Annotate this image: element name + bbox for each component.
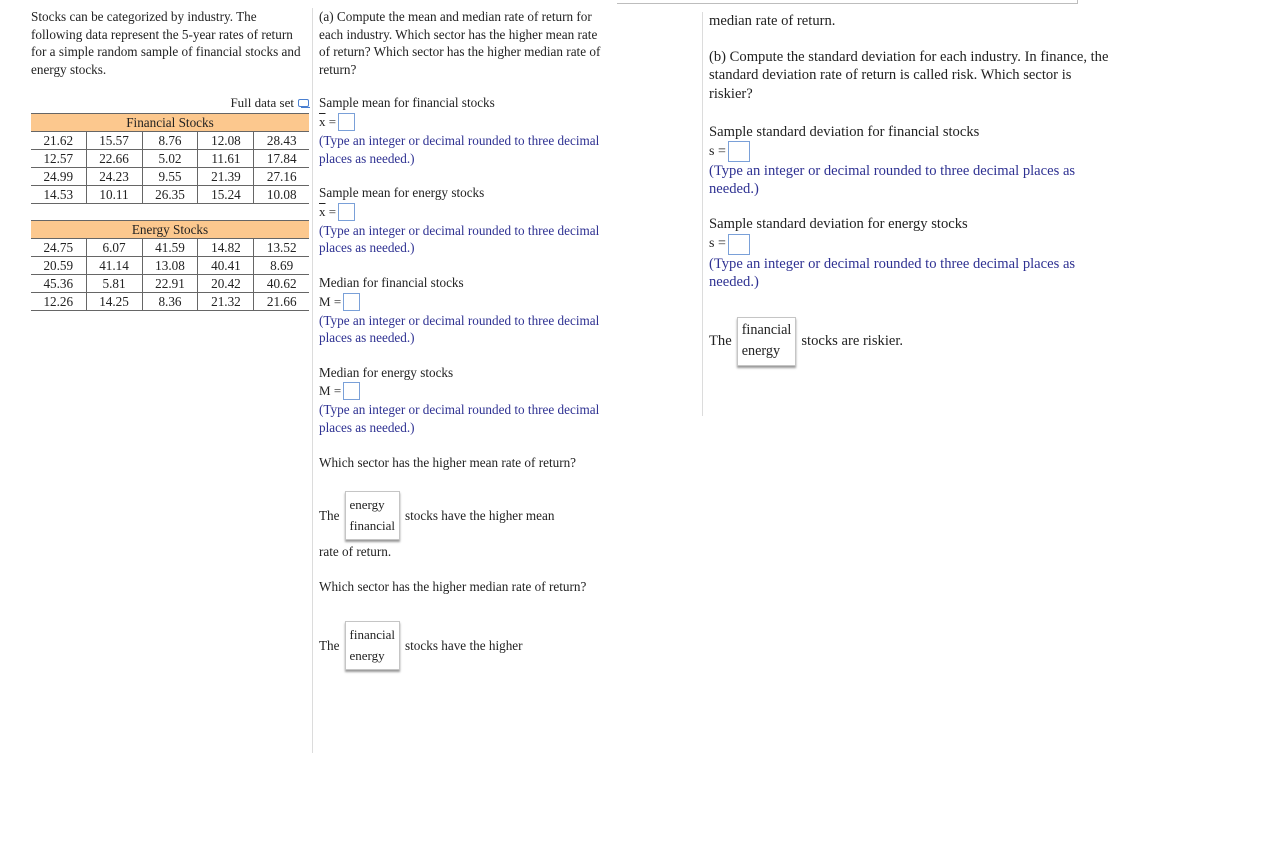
riskier-sentence (709, 317, 1109, 366)
table-cell: 8.36 (142, 293, 198, 311)
table-row (31, 132, 309, 150)
dropdown-option[interactable]: energy (349, 497, 385, 513)
table-cell: 15.57 (86, 132, 142, 150)
median-energy-label: Median for energy stocks (319, 364, 454, 380)
table-cell: 22.66 (86, 150, 142, 168)
median-continuation: median rate of return. (709, 13, 836, 29)
sentence-end: rate of return. (319, 544, 392, 560)
table-cell: 5.02 (142, 150, 198, 168)
sd-energy-label: Sample standard deviation for energy stocks (709, 216, 968, 233)
table-cell: 9.55 (142, 168, 198, 186)
data-panel (31, 8, 309, 327)
problem-intro: Stocks can be categorized by industry. The following data represent the 5-year rates of return for a simple random sample of financial stocks and energy stocks. (31, 9, 301, 77)
sentence-prefix: The (319, 507, 340, 523)
table-row (31, 257, 309, 275)
table-row (31, 293, 309, 311)
mean-energy-input[interactable] (338, 203, 355, 221)
median-energy-answer-line (319, 381, 609, 401)
sd-energy-input[interactable] (728, 234, 750, 255)
copy-window-icon[interactable] (298, 99, 309, 107)
riskier-dropdown[interactable] (737, 317, 797, 366)
table-cell: 45.36 (31, 275, 86, 293)
mean-energy-label: Sample mean for energy stocks (319, 185, 485, 201)
mean-energy-answer-line (319, 202, 609, 222)
table-cell: 21.66 (254, 293, 309, 311)
table-cell: 24.23 (86, 168, 142, 186)
table-cell: 21.62 (31, 132, 86, 150)
financial-stocks-table (31, 113, 309, 204)
table-row (31, 150, 309, 168)
dropdown-option[interactable]: energy (349, 648, 385, 664)
xbar-symbol: $\overline{x}$ (319, 113, 326, 129)
table-cell: 8.69 (254, 257, 309, 275)
table-cell: 22.91 (142, 275, 198, 293)
table-cell: 28.43 (254, 132, 309, 150)
sd-financial-input[interactable] (728, 141, 750, 162)
full-data-set-link[interactable] (31, 95, 309, 111)
table-cell: 21.39 (198, 168, 254, 186)
table-cell: 20.42 (198, 275, 254, 293)
equals-sign: = (333, 293, 342, 309)
table-cell: 14.53 (31, 186, 86, 204)
table-cell: 24.75 (31, 239, 86, 257)
table-title: Energy Stocks (31, 221, 309, 239)
table-cell: 12.57 (31, 150, 86, 168)
equals-sign: = (717, 236, 726, 252)
table-cell: 11.61 (198, 150, 254, 168)
higher-mean-dropdown[interactable] (345, 491, 400, 540)
table-cell: 6.07 (86, 239, 142, 257)
sentence-suffix: stocks are riskier. (801, 333, 904, 350)
higher-median-sentence (319, 621, 609, 670)
higher-median-question: Which sector has the higher median rate of return? (319, 578, 587, 594)
table-cell: 12.08 (198, 132, 254, 150)
part-a-prompt: (a) Compute the mean and median rate of return for each industry. Which sector has the higher mean rate of return? Which sector has the higher median rate of return? (319, 9, 601, 77)
rounding-hint: (Type an integer or decimal rounded to three decimal places as needed.) (319, 312, 600, 346)
table-title: Financial Stocks (31, 114, 309, 132)
dropdown-option[interactable]: financial (741, 322, 792, 339)
table-cell: 24.99 (31, 168, 86, 186)
table-cell: 8.76 (142, 132, 198, 150)
median-financial-input[interactable] (343, 293, 360, 311)
dropdown-option[interactable]: financial (349, 518, 395, 534)
equals-sign: = (717, 143, 726, 159)
dropdown-option[interactable]: financial (349, 627, 395, 643)
table-cell: 20.59 (31, 257, 86, 275)
sd-financial-answer-line (709, 141, 1109, 162)
median-energy-input[interactable] (343, 382, 360, 400)
sentence-suffix: stocks have the higher mean (405, 507, 555, 523)
table-cell: 10.08 (254, 186, 309, 204)
equals-sign: = (328, 113, 337, 129)
part-b-panel (702, 12, 1109, 416)
equals-sign: = (328, 203, 337, 219)
higher-median-dropdown[interactable] (345, 621, 400, 670)
higher-mean-question: Which sector has the higher mean rate of return? (319, 454, 577, 470)
sentence-suffix: stocks have the higher (405, 637, 523, 653)
table-cell: 41.59 (142, 239, 198, 257)
table-cell: 41.14 (86, 257, 142, 275)
rounding-hint: (Type an integer or decimal rounded to three decimal places as needed.) (319, 222, 600, 256)
table-row (31, 275, 309, 293)
table-cell: 40.41 (198, 257, 254, 275)
table-cell: 15.24 (198, 186, 254, 204)
s-symbol: s (709, 143, 715, 159)
table-cell: 13.08 (142, 257, 198, 275)
mean-financial-answer-line (319, 112, 609, 132)
rounding-hint: (Type an integer or decimal rounded to three decimal places as needed.) (319, 132, 600, 166)
sentence-prefix: The (709, 333, 732, 350)
table-row (31, 168, 309, 186)
m-symbol: M (319, 293, 331, 309)
higher-mean-sentence (319, 491, 609, 540)
table-cell: 27.16 (254, 168, 309, 186)
full-data-set-label: Full data set (230, 95, 294, 111)
mean-financial-input[interactable] (338, 113, 355, 131)
table-row (31, 239, 309, 257)
energy-stocks-table (31, 220, 309, 311)
table-row (31, 186, 309, 204)
table-cell: 40.62 (254, 275, 309, 293)
table-cell: 14.82 (198, 239, 254, 257)
sentence-prefix: The (319, 637, 340, 653)
xbar-symbol: $\overline{x}$ (319, 203, 326, 219)
rounding-hint: (Type an integer or decimal rounded to three decimal places as needed.) (319, 402, 600, 435)
s-symbol: s (709, 236, 715, 252)
mean-financial-label: Sample mean for financial stocks (319, 95, 495, 111)
table-cell: 26.35 (142, 186, 198, 204)
part-a-panel (312, 8, 609, 753)
table-cell: 14.25 (86, 293, 142, 311)
sd-financial-label: Sample standard deviation for financial stocks (709, 123, 980, 140)
median-financial-label: Median for financial stocks (319, 274, 464, 290)
sd-energy-answer-line (709, 234, 1109, 255)
rounding-hint: (Type an integer or decimal rounded to three decimal places as needed.) (709, 255, 1076, 290)
table-cell: 12.26 (31, 293, 86, 311)
equals-sign: = (333, 383, 342, 399)
median-financial-answer-line (319, 292, 609, 312)
table-cell: 10.11 (86, 186, 142, 204)
m-symbol: M (319, 383, 331, 399)
table-cell: 13.52 (254, 239, 309, 257)
table-cell: 5.81 (86, 275, 142, 293)
table-cell: 21.32 (198, 293, 254, 311)
rounding-hint: (Type an integer or decimal rounded to three decimal places as needed.) (709, 163, 1076, 198)
dropdown-option[interactable]: energy (741, 343, 781, 360)
part-b-prompt: (b) Compute the standard deviation for each industry. In finance, the standard deviation rate of return is called risk. Which sector is riskier? (709, 49, 1109, 102)
top-panel-edge (617, 0, 1078, 4)
table-cell: 17.84 (254, 150, 309, 168)
